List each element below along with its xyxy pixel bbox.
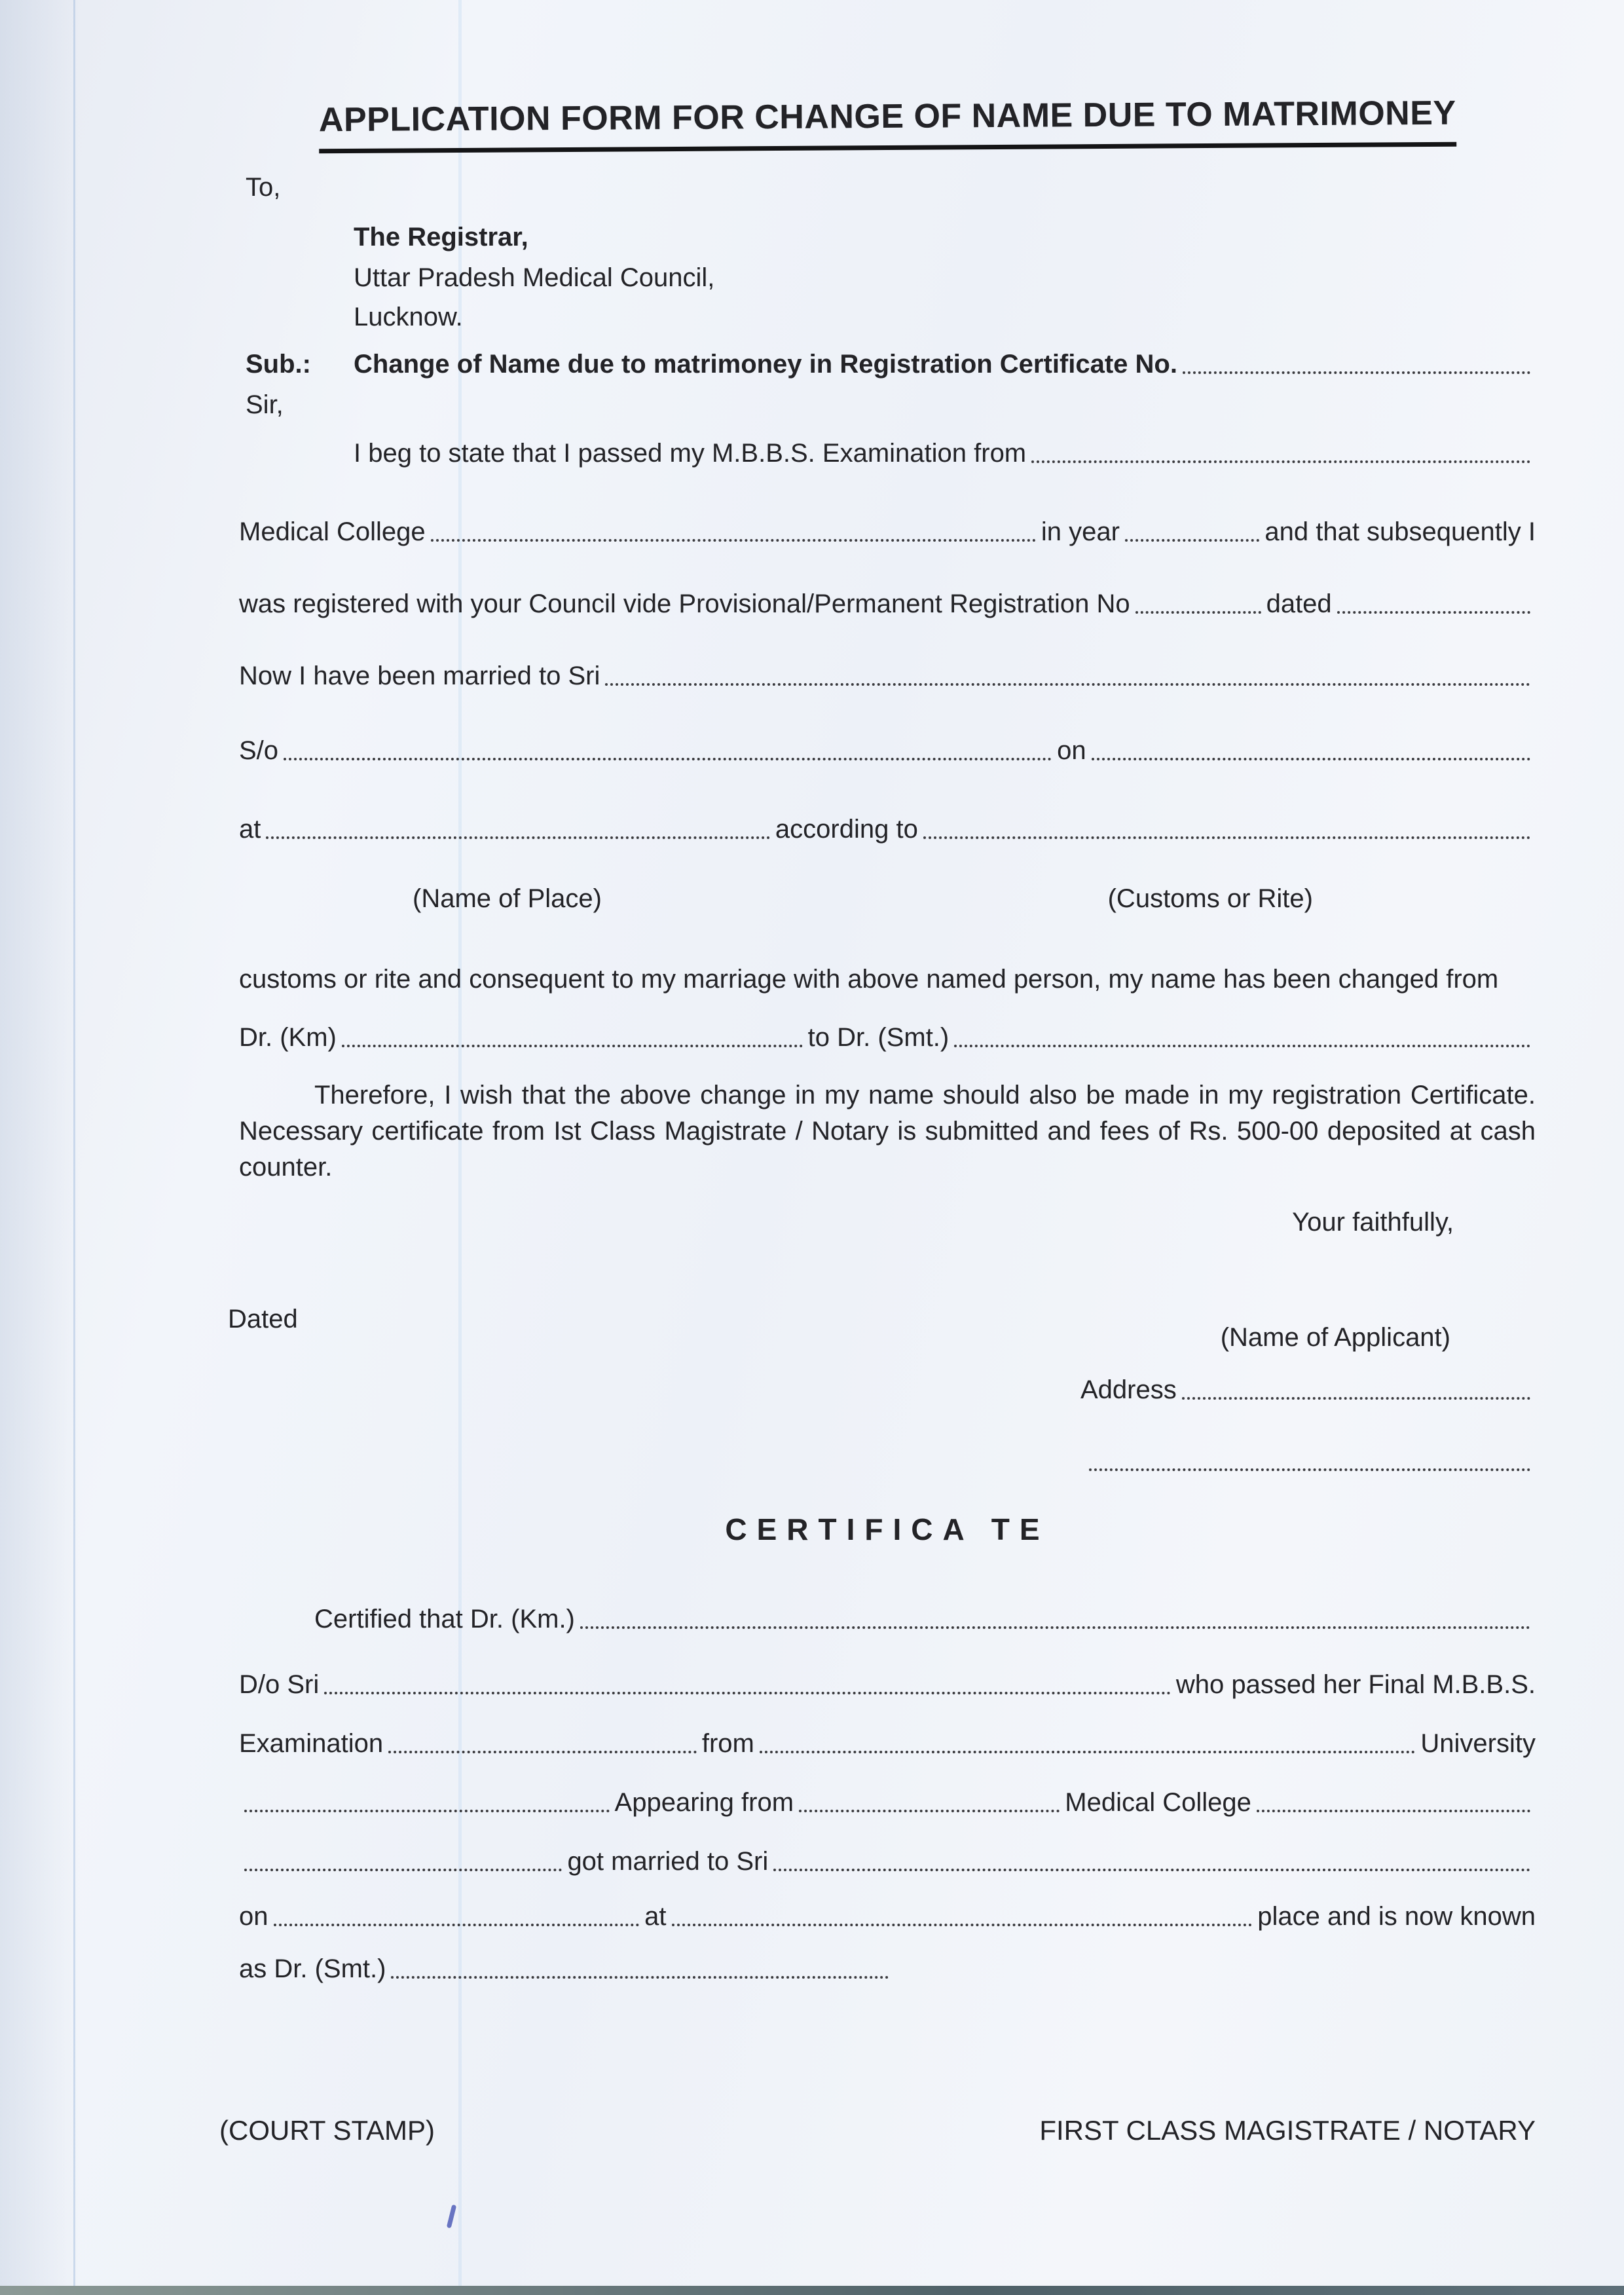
address-label: Address (1080, 1375, 1177, 1404)
appearing-line-a: Appearing from (614, 1788, 794, 1817)
name-change-row (239, 1022, 1536, 1053)
blank-address-field-1 (1182, 1397, 1530, 1400)
at-line-a: at (239, 815, 261, 844)
footer-row (219, 2114, 1536, 2147)
recipient-org: Uttar Pradesh Medical Council, (354, 263, 715, 292)
blank-address-field-2 (1089, 1440, 1530, 1471)
so-line-row (239, 735, 1536, 766)
recipient-to: To, (246, 173, 281, 202)
blank-father-in-law-field (284, 758, 1052, 760)
on-line-a: on (239, 1902, 268, 1931)
blank-certified-name-field (580, 1626, 1530, 1629)
exam-line-a: Examination (239, 1729, 384, 1758)
do-line-a: D/o Sri (239, 1670, 320, 1699)
blank-husband-name-field (605, 683, 1530, 686)
got-married-text: got married to Sri (567, 1847, 769, 1876)
magistrate-caption: FIRST CLASS MAGISTRATE / NOTARY (1039, 2115, 1536, 2146)
blank-dated-field (1337, 611, 1530, 614)
blank-maiden-name-field (342, 1045, 803, 1047)
address-row-2 (1084, 1440, 1536, 1477)
blank-married-name-field (954, 1045, 1530, 1047)
subject-text: Change of Name due to matrimoney in Registration Certificate No. (354, 350, 1177, 379)
certificate-heading: CERTIFICA TE (725, 1512, 1050, 1546)
do-line-row (239, 1669, 1536, 1700)
registered-line-row (239, 588, 1536, 620)
scan-left-edge-shading (0, 0, 79, 2295)
as-dr-text: as Dr. (Smt.) (239, 1954, 386, 1983)
married-line-row (239, 660, 1536, 692)
form-title: APPLICATION FORM FOR CHANGE OF NAME DUE TO MATRIMONEY (318, 94, 1456, 154)
faithfully-text: Your faithfully, (1292, 1208, 1454, 1237)
salutation: Sir, (246, 390, 284, 419)
appearing-line-b: Medical College (1065, 1788, 1251, 1817)
college-line-b: in year (1041, 517, 1120, 546)
registered-line-a: was registered with your Council vide Provisional/Permanent Registration No (239, 589, 1130, 618)
on-line-row (239, 1901, 1536, 1932)
blank-place-field (266, 836, 770, 839)
subject-row (246, 348, 1536, 380)
blank-registration-no-field (1135, 611, 1261, 614)
appearing-line-row (239, 1787, 1536, 1818)
on-line-b: at (644, 1902, 667, 1931)
so-line-b: on (1057, 736, 1086, 765)
blank-university-field (760, 1751, 1416, 1753)
court-stamp-caption: (COURT STAMP) (219, 2115, 435, 2146)
scanner-streak (73, 0, 75, 2295)
pen-mark (447, 2205, 457, 2229)
so-line-a: S/o (239, 736, 279, 765)
blank-groom-name-field (773, 1869, 1530, 1871)
blank-exam-field (388, 1751, 697, 1753)
drsmt-label: to Dr. (Smt.) (807, 1023, 950, 1052)
certified-line-text: Certified that Dr. (Km.) (314, 1605, 575, 1633)
blank-date-field (274, 1924, 640, 1926)
blank-field (244, 1869, 562, 1871)
blank-college-field (431, 539, 1036, 542)
registered-line-b: dated (1266, 589, 1332, 618)
blank-examination-from-field (1031, 460, 1530, 463)
blank-marriage-place-field (672, 1924, 1253, 1926)
blank-new-name-field (391, 1976, 889, 1979)
college-line-row (239, 516, 1536, 548)
blank-certificate-no-field (1183, 371, 1530, 374)
bottom-scan-edge (0, 2286, 1624, 2295)
blank-appearing-field (799, 1810, 1060, 1812)
dated-label: Dated (228, 1305, 298, 1334)
opening-line-text: I beg to state that I passed my M.B.B.S. Examination from (354, 439, 1027, 468)
caption-name-of-place: (Name of Place) (413, 884, 602, 913)
exam-line-b: from (701, 1729, 754, 1758)
on-line-c: place and is now known (1257, 1902, 1536, 1931)
as-dr-line-row (239, 1953, 1536, 1985)
blank-father-name-field (324, 1692, 1171, 1694)
recipient-name: The Registrar, (354, 223, 528, 252)
therefore-paragraph: Therefore, I wish that the above change in my name should also be made in my registration Certificate. Necessary certificate from Ist Class Magistrate / Notary is submitted and fees of Rs. 500-00 deposited at cash counter. (239, 1081, 1536, 1182)
blank-customs-field (923, 836, 1530, 839)
blank-field (244, 1810, 610, 1812)
caption-customs-or-rite: (Customs or Rite) (1107, 884, 1313, 913)
married-line-text: Now I have been married to Sri (239, 662, 600, 690)
recipient-city: Lucknow. (354, 303, 463, 331)
opening-line-row (239, 438, 1536, 469)
blank-college-name-field (1257, 1810, 1530, 1812)
subject-label: Sub.: (246, 350, 311, 379)
college-line-a: Medical College (239, 517, 426, 546)
address-row (1080, 1374, 1536, 1406)
got-married-line-row (239, 1846, 1536, 1877)
title-row (239, 94, 1536, 150)
blank-marriage-date-field (1092, 758, 1530, 760)
drkm-label: Dr. (Km) (239, 1023, 337, 1052)
blank-year-field (1125, 539, 1259, 542)
captions-row (239, 883, 1536, 914)
exam-line-c: University (1420, 1729, 1536, 1758)
name-of-applicant-caption: (Name of Applicant) (1220, 1323, 1450, 1352)
certified-line-row (239, 1603, 1536, 1635)
exam-line-row (239, 1728, 1536, 1759)
college-line-c: and that subsequently I (1264, 517, 1536, 546)
at-line-b: according to (775, 815, 918, 844)
at-line-row (239, 813, 1536, 845)
do-line-b: who passed her Final M.B.B.S. (1175, 1670, 1536, 1699)
customs-line: customs or rite and consequent to my marriage with above named person, my name has been changed from (239, 965, 1499, 994)
